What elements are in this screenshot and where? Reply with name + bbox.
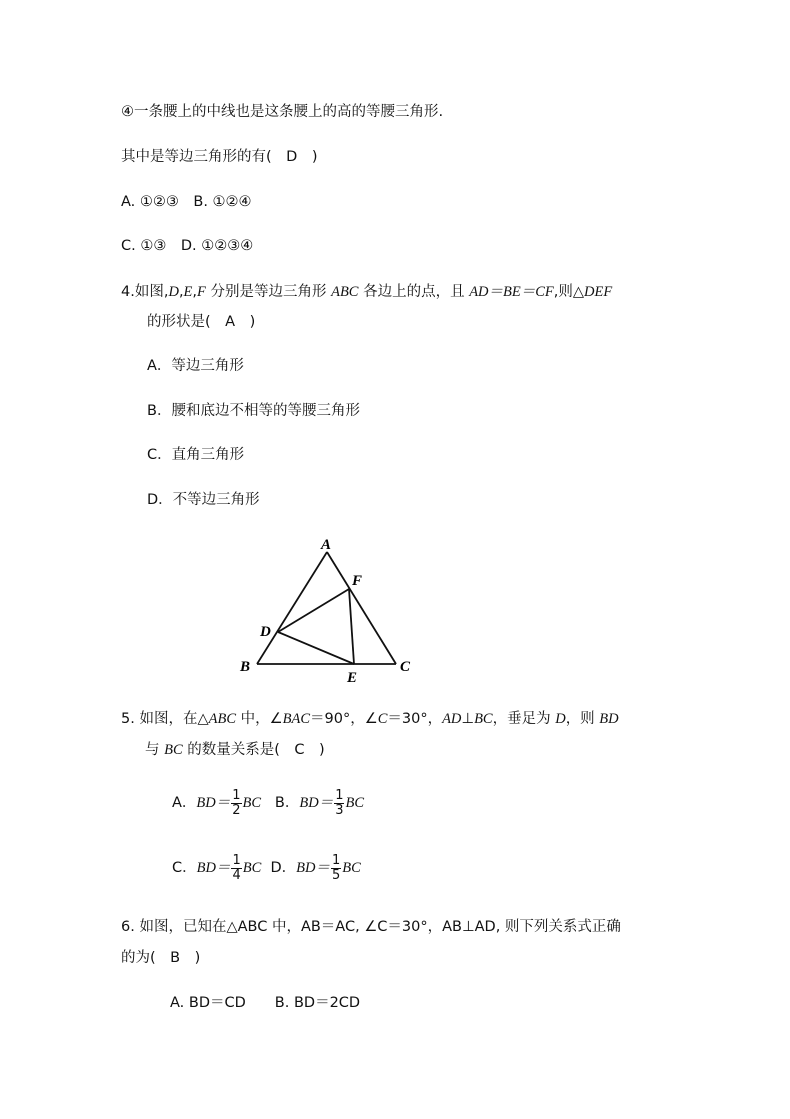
label-b: B xyxy=(240,659,251,675)
text: 的数量关系是( C ) xyxy=(182,742,325,758)
line-1: ④一条腰上的中线也是这条腰上的高的等腰三角形. xyxy=(121,104,444,120)
text: ＝30°， xyxy=(387,711,443,727)
option-a-lhs: BD＝ xyxy=(196,795,231,811)
var-abc: ABC xyxy=(208,711,236,727)
option-b-rhs: BC xyxy=(345,795,365,811)
var-d: D xyxy=(168,284,179,300)
option-c-lhs: BD＝ xyxy=(196,860,231,876)
question-4-option-c: C．直角三角形 xyxy=(147,447,245,463)
text: ，垂足为 xyxy=(492,711,556,727)
question-6-options: A. BD＝CD B. BD＝2CD xyxy=(170,995,361,1011)
question-5-line-2 xyxy=(145,740,325,760)
fraction-1-4 xyxy=(231,854,241,883)
option-b-label: B． xyxy=(274,795,300,811)
var-f: F xyxy=(197,284,206,300)
label-c: C xyxy=(400,659,411,675)
label-f: F xyxy=(352,573,363,589)
label-e: E xyxy=(347,670,358,686)
question-4-number: 4. xyxy=(121,284,135,300)
question-4-option-d: D．不等边三角形 xyxy=(147,492,260,508)
var-bac: BAC xyxy=(282,711,310,727)
denominator: 4 xyxy=(232,867,241,883)
question-6-line-1: 6. 如图，已知在△ABC 中，AB＝AC, ∠C＝30°，AB⊥AD, 则下列关系式正确 xyxy=(121,919,621,935)
var-bd: BD xyxy=(599,711,619,727)
var-bc: BC xyxy=(474,711,493,727)
edge-ef xyxy=(349,589,354,664)
question-4-option-a: A．等边三角形 xyxy=(147,358,244,374)
text: 如图，在△ xyxy=(139,711,209,727)
var-c: C xyxy=(377,711,388,727)
triangle-figure xyxy=(232,532,432,692)
text: 中，∠ xyxy=(236,711,283,727)
var-e: E xyxy=(183,284,193,300)
sep: , xyxy=(178,284,184,300)
text: 各边上的点，且 xyxy=(358,284,470,300)
question-4-line-2: 的形状是( A ) xyxy=(147,314,256,330)
text: 分别是等边三角形 xyxy=(205,284,332,300)
var-ad: AD xyxy=(442,711,462,727)
question-5-options-row-1 xyxy=(172,788,364,818)
option-a-rhs: BC xyxy=(242,795,262,811)
numerator: 1 xyxy=(232,852,241,868)
fraction-1-5 xyxy=(331,854,341,883)
denominator: 3 xyxy=(335,802,344,818)
text: ,则△ xyxy=(553,284,585,300)
text: ⊥ xyxy=(461,711,475,727)
option-b-lhs: BD＝ xyxy=(299,795,334,811)
option-a-label: A． xyxy=(172,795,197,811)
label-a: A xyxy=(321,537,332,553)
var-bc: BC xyxy=(164,742,183,758)
equation: AD＝BE＝CF xyxy=(469,284,554,300)
question-6-line-2: 的为( B ) xyxy=(121,950,201,966)
fraction-1-2 xyxy=(231,789,241,818)
var-d: D xyxy=(555,711,566,727)
option-d-label: D． xyxy=(270,860,297,876)
denominator: 5 xyxy=(332,867,341,883)
line-3: A. ①②③ B. ①②④ xyxy=(121,194,252,210)
edge-de xyxy=(278,632,354,664)
option-d-rhs: BC xyxy=(342,860,361,876)
denominator: 2 xyxy=(232,802,241,818)
option-c-label: C． xyxy=(172,860,197,876)
var-abc: ABC xyxy=(331,284,359,300)
question-4-option-b: B．腰和底边不相等的等腰三角形 xyxy=(147,403,360,419)
edge-ac xyxy=(327,552,396,664)
fraction-1-3 xyxy=(334,789,344,818)
sep: , xyxy=(192,284,198,300)
question-4-line-1 xyxy=(121,282,612,302)
text: ，则 xyxy=(565,711,600,727)
question-5-options-row-2 xyxy=(172,853,361,883)
text: 如图, xyxy=(134,284,169,300)
text: 与 xyxy=(145,742,165,758)
text: ＝90°，∠ xyxy=(310,711,378,727)
numerator: 1 xyxy=(335,787,344,803)
numerator: 1 xyxy=(232,787,241,803)
edge-df xyxy=(278,589,349,632)
question-5-number: 5. xyxy=(121,711,135,727)
var-def: DEF xyxy=(584,284,613,300)
line-2: 其中是等边三角形的有( D ) xyxy=(121,149,318,165)
option-c-rhs: BC xyxy=(242,860,262,876)
label-d: D xyxy=(260,624,271,640)
option-d-lhs: BD＝ xyxy=(296,860,331,876)
question-5-line-1 xyxy=(121,709,619,729)
line-4: C. ①③ D. ①②③④ xyxy=(121,238,254,254)
numerator: 1 xyxy=(332,852,341,868)
